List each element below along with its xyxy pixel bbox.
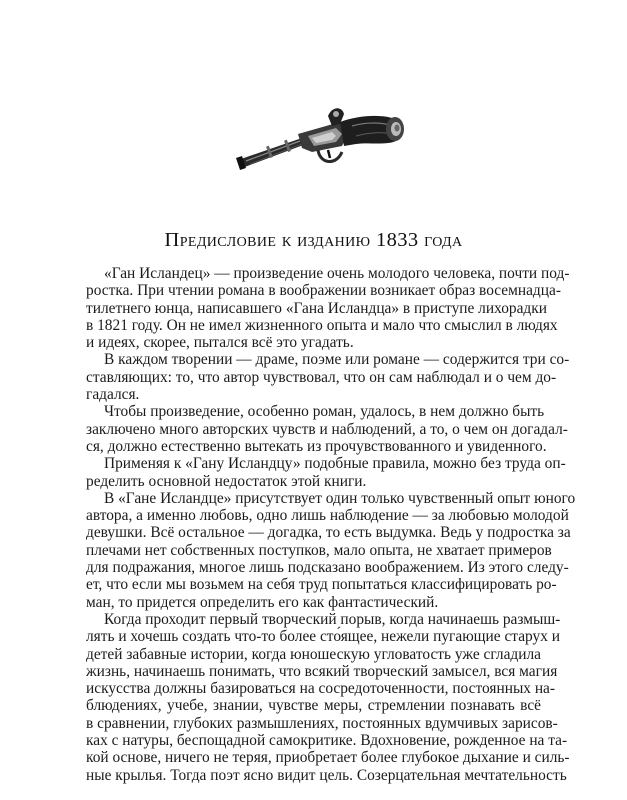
text-line: ставляющих: то, что автор чувствовал, что он сам наблюдал и о чем до- bbox=[86, 368, 557, 386]
text-line: искусства должны базироваться на сосредоточенности, постоянных на- bbox=[86, 680, 556, 698]
page-title: Предисловие к изданию 1833 года bbox=[164, 229, 463, 251]
text-line: «Ган Исландец» — произведение очень молодого человека, почти под- bbox=[104, 265, 570, 282]
paragraph bbox=[86, 455, 566, 490]
text-line: Чтобы произведение, особенно роман, удалось, в нем должно быть bbox=[104, 403, 545, 421]
text-line: для подражания, многое лишь подсказано воображением. Из этого следу- bbox=[86, 559, 569, 577]
text-line: Применяя к «Гану Исландцу» подобные правила, можно без труда оп- bbox=[104, 455, 566, 473]
paragraph bbox=[86, 351, 570, 404]
text-line: ман, то придется определить его как фантастический. bbox=[86, 593, 439, 611]
paragraph bbox=[86, 265, 570, 352]
body-text bbox=[86, 265, 576, 784]
text-line: и идеях, скорее, пытался всё это угадать. bbox=[86, 334, 354, 352]
text-line: лять и хочешь создать что-то более сто́ящее, нежели пугающие старух и bbox=[86, 628, 560, 646]
text-line: плечами нет собственных поступков, мало опыта, не хватает примеров bbox=[86, 541, 552, 559]
paragraph bbox=[86, 489, 576, 611]
text-line: в 1821 году. Он не имел жизненного опыта и мало что смыслил в людях bbox=[86, 316, 558, 334]
text-line: в сравнении, глубоких размышлениях, постоянных вдумчивых зарисов- bbox=[86, 714, 558, 732]
text-line: ределить основной недостаток этой книги. bbox=[86, 472, 367, 490]
text-line: ет, что если мы возьмем на себя труд попытаться классифицировать ро- bbox=[86, 576, 557, 594]
text-line: ся, должно естественно вытекать из прочувствованного и увиденного. bbox=[86, 437, 547, 455]
text-line: блюдениях, учебе, знании, чувстве меры, стремлении познавать всё bbox=[86, 697, 541, 715]
text-line: девушки. Всё остальное — догадка, то есть выдумка. Ведь у подростка за bbox=[86, 524, 571, 542]
text-line: ростка. При чтении романа в воображении возникает образ восемнадца- bbox=[86, 282, 561, 300]
text-line: В каждом творении — драме, поэме или романе — содержится три со- bbox=[104, 351, 570, 369]
text-line: заключено много авторских чувств и наблюдений, а то, о чем он догадал- bbox=[86, 420, 568, 438]
flintlock-pistol-icon bbox=[232, 100, 410, 180]
text-line: Когда проходит первый творческий порыв, когда начинаешь размыш- bbox=[104, 610, 561, 628]
text-line: В «Гане Исландце» присутствует один только чувственный опыт юного bbox=[104, 489, 576, 507]
text-line: тилетнего юнца, написавшего «Гана Исландца» в приступе лихорадки bbox=[86, 299, 547, 317]
text-line: автора, а именно любовь, одно лишь наблюдение — за любовью молодой bbox=[86, 507, 569, 525]
text-line: ках с натуры, беспощадной самокритике. Вдохновение, рожденное на та- bbox=[86, 732, 568, 750]
text-line: детей забавные истории, когда юношескую угловатость уже сгладила bbox=[86, 645, 541, 663]
paragraph bbox=[86, 610, 570, 784]
text-line: гадался. bbox=[86, 386, 140, 404]
paragraph bbox=[86, 403, 568, 455]
text-line: кой основе, ничего не теряя, приобретает более глубокое дыхание и силь- bbox=[86, 749, 570, 767]
text-line: ные крылья. Тогда поэт ясно видит цель. Созерцательная мечтательность bbox=[86, 766, 567, 784]
text-line: жизнь, начинаешь понимать, что всякий творческий замысел, вся магия bbox=[86, 662, 558, 680]
